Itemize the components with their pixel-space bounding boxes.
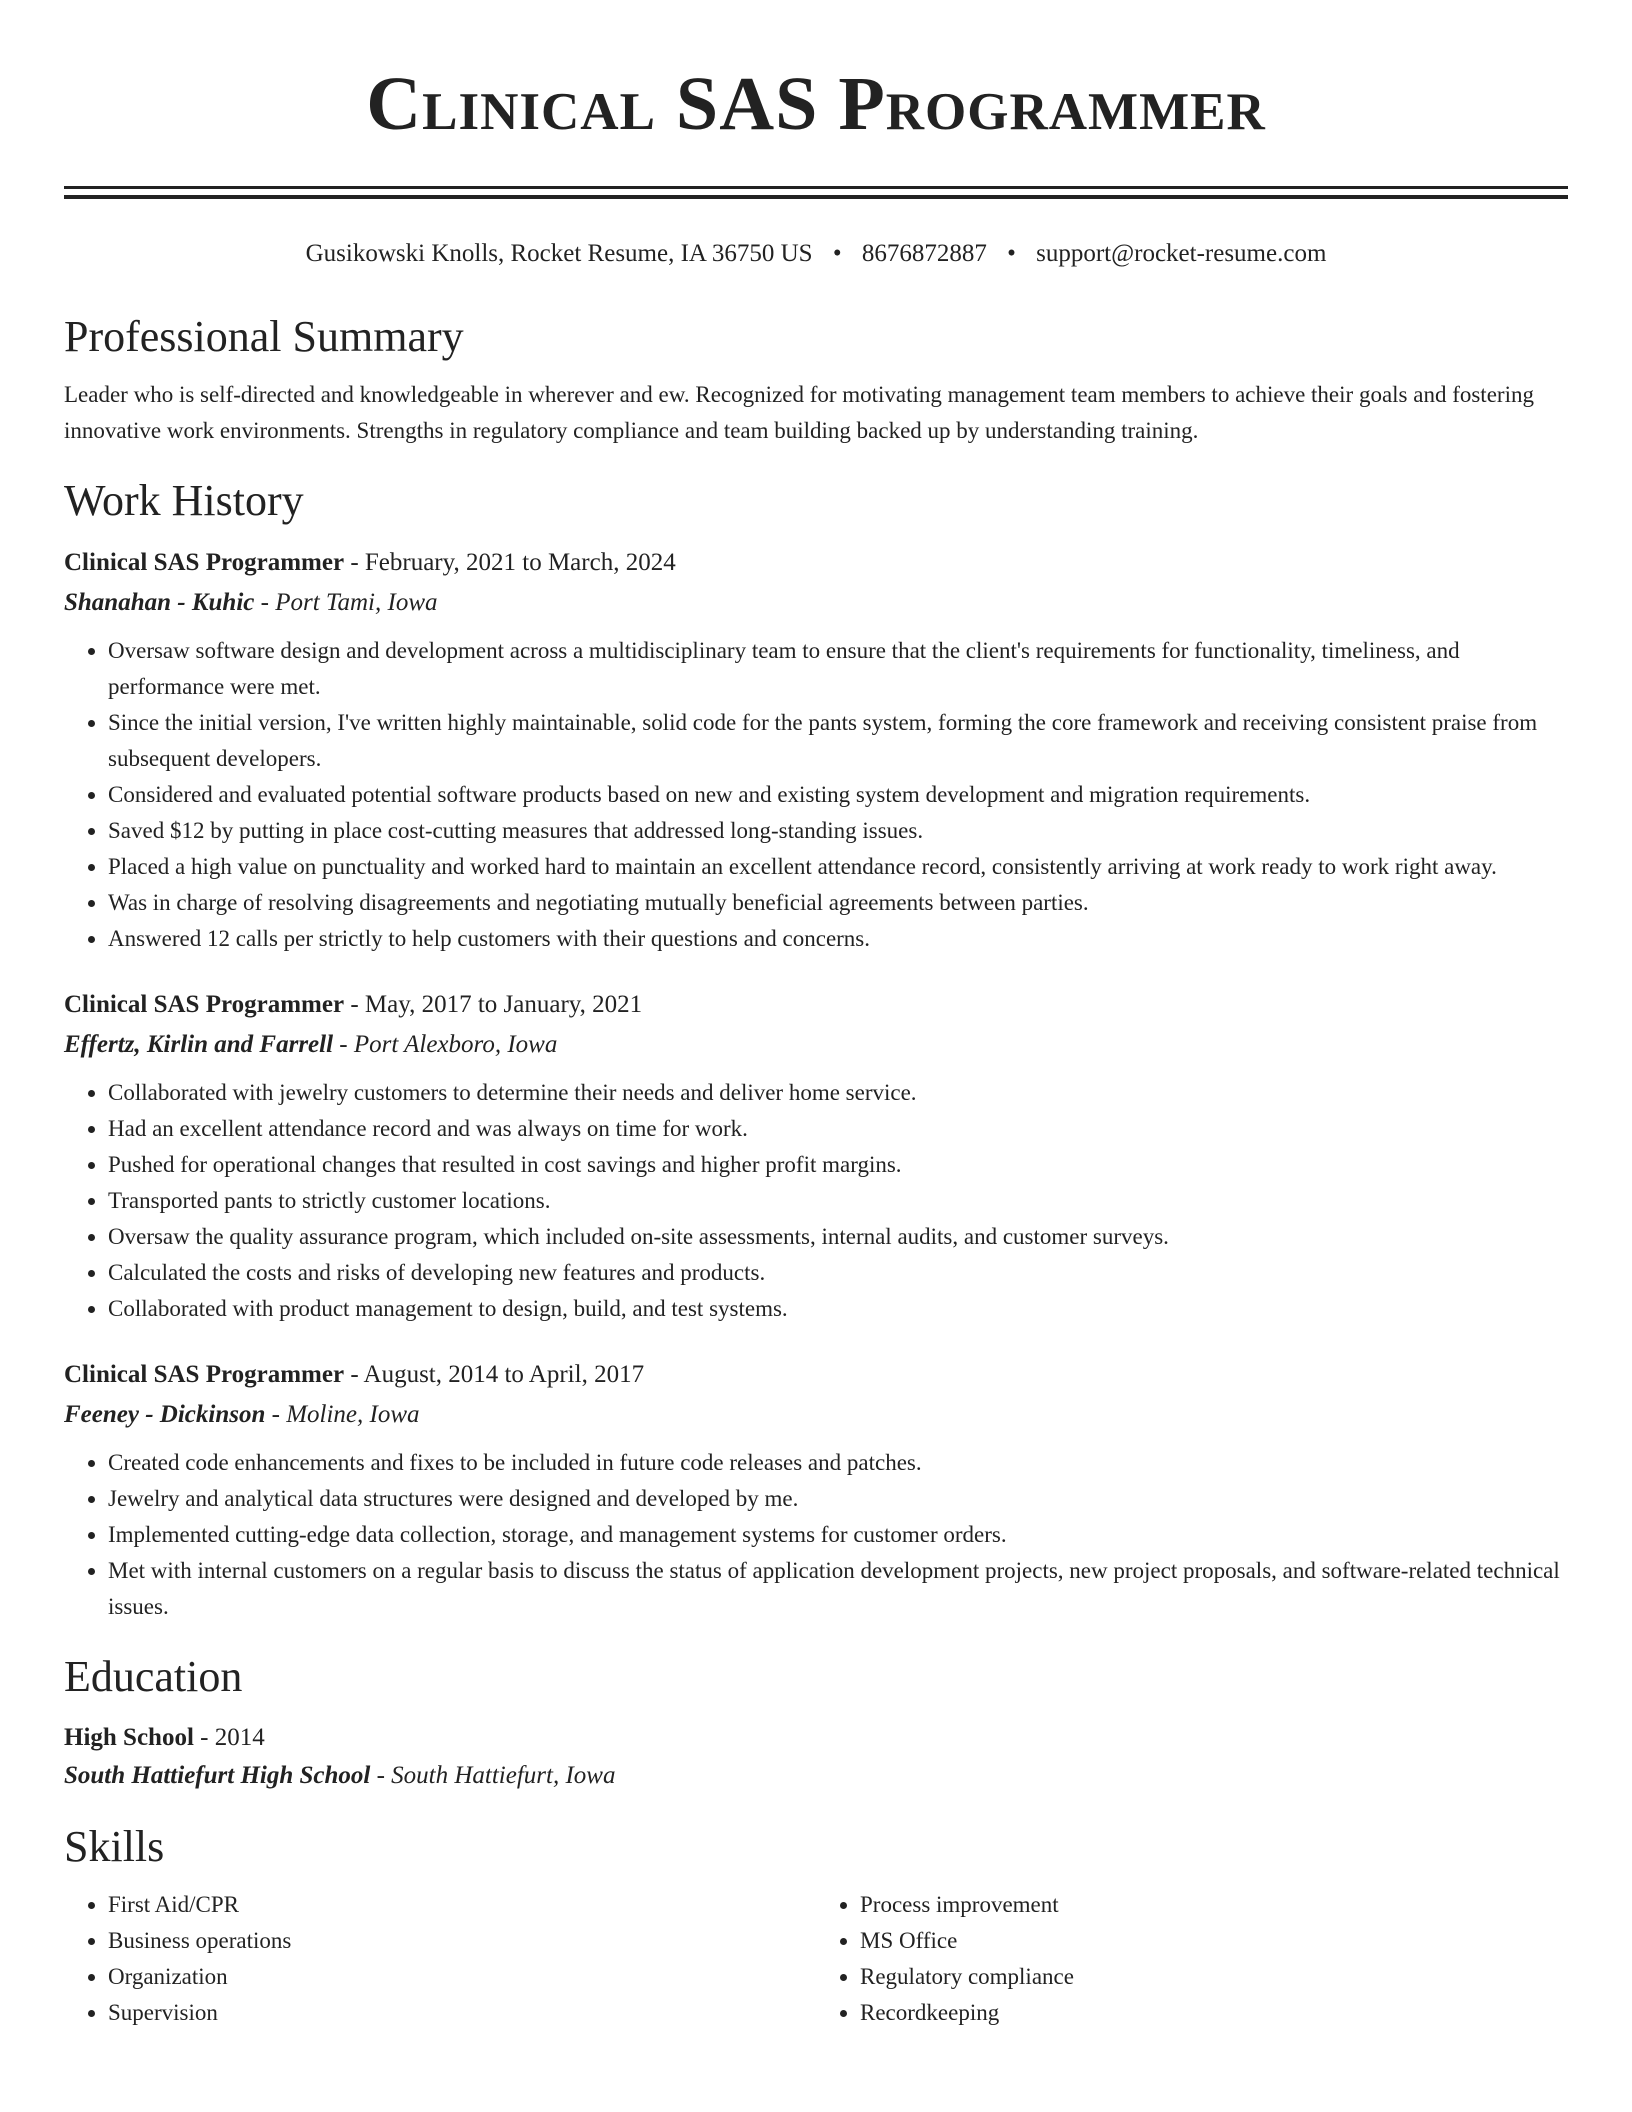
education-degree: High School <box>64 1724 194 1751</box>
job-bullet: • Collaborated with product management to design, build, and test systems. <box>108 1291 1568 1327</box>
employer-line <box>64 1395 1568 1435</box>
job-bullet: • Considered and evaluated potential software products based on new and existing system development and migration requirements. <box>108 777 1568 813</box>
job-bullet: • Oversaw the quality assurance program, which included on-site assessments, internal audits, and customer surveys. <box>108 1219 1568 1255</box>
skill-item: • First Aid/CPR <box>108 1887 816 1923</box>
employer-name: Shanahan - Kuhic <box>64 589 255 616</box>
job-bullet: • Pushed for operational changes that resulted in cost savings and higher profit margins. <box>108 1147 1568 1183</box>
contact-address: Gusikowski Knolls, Rocket Resume, IA 36750 US <box>305 240 813 267</box>
job-title-line <box>64 1355 1568 1395</box>
skills-heading: Skills <box>64 1822 165 1871</box>
job-title-line <box>64 985 1568 1025</box>
employer-name: Feeney - Dickinson <box>64 1401 266 1428</box>
skill-item: • Business operations <box>108 1923 816 1959</box>
job-bullet: • Transported pants to strictly customer locations. <box>108 1183 1568 1219</box>
job-entry <box>64 1355 1568 1625</box>
job-bullet: • Since the initial version, I've written highly maintainable, solid code for the pants system, forming the core framework and receiving consistent praise from subsequent developers. <box>108 705 1568 777</box>
title-divider-bottom <box>64 195 1568 199</box>
employer-line <box>64 583 1568 623</box>
job-bullet: • Oversaw software design and development across a multidisciplinary team to ensure that the client's requirements for functionality, timeliness, and performance were met. <box>108 633 1568 705</box>
skill-item: • Organization <box>108 1959 816 1995</box>
job-bullets <box>64 633 1568 957</box>
contact-separator: • <box>1007 240 1016 267</box>
job-role: Clinical SAS Programmer <box>64 991 345 1018</box>
contact-phone: 8676872887 <box>861 240 987 267</box>
job-dates: - May, 2017 to January, 2021 <box>344 991 643 1018</box>
education-entry <box>64 1719 1568 1795</box>
job-bullet: • Answered 12 calls per strictly to help customers with their questions and concerns. <box>108 921 1568 957</box>
title-divider-top <box>64 186 1568 189</box>
summary-text: Leader who is self-directed and knowledgeable in wherever and ew. Recognized for motivating management team members to achieve their goals and fostering innovative work environments. Strengths in regulatory compliance and team building backed up by understanding training. <box>64 382 1534 443</box>
job-entry <box>64 985 1568 1327</box>
education-degree-line <box>64 1719 1568 1757</box>
education-school: South Hattiefurt High School <box>64 1762 371 1789</box>
employer-location: - Port Alexboro, Iowa <box>333 1031 558 1058</box>
skill-item: • Supervision <box>108 1995 816 2031</box>
job-bullet: • Placed a high value on punctuality and worked hard to maintain an excellent attendance record, consistently arriving at work ready to work right away. <box>108 849 1568 885</box>
education-school-line <box>64 1757 1568 1795</box>
job-bullet: • Collaborated with jewelry customers to determine their needs and deliver home service. <box>108 1075 1568 1111</box>
job-dates: - February, 2021 to March, 2024 <box>344 549 676 576</box>
education-year: - 2014 <box>193 1724 265 1751</box>
skill-item: • MS Office <box>860 1923 1568 1959</box>
education-heading: Education <box>64 1652 243 1701</box>
skills-grid <box>64 1887 1568 2031</box>
job-bullet: • Saved $12 by putting in place cost-cutting measures that addressed long-standing issues. <box>108 813 1568 849</box>
skills-column-left <box>64 1887 816 2031</box>
employer-location: - Moline, Iowa <box>265 1401 420 1428</box>
job-bullets <box>64 1075 1568 1327</box>
skill-item: • Recordkeeping <box>860 1995 1568 2031</box>
job-bullet: • Jewelry and analytical data structures were designed and developed by me. <box>108 1481 1568 1517</box>
work-history-heading: Work History <box>64 476 304 525</box>
job-bullet: • Was in charge of resolving disagreements and negotiating mutually beneficial agreements between parties. <box>108 885 1568 921</box>
contact-email: support@rocket-resume.com <box>1036 240 1327 267</box>
job-bullet: • Implemented cutting-edge data collection, storage, and management systems for customer orders. <box>108 1517 1568 1553</box>
employer-location: - Port Tami, Iowa <box>254 589 438 616</box>
summary-heading: Professional Summary <box>64 312 464 361</box>
skills-column-right <box>816 1887 1568 2031</box>
education-location: - South Hattiefurt, Iowa <box>370 1762 616 1789</box>
job-bullet: • Created code enhancements and fixes to be included in future code releases and patches. <box>108 1445 1568 1481</box>
skill-item: • Process improvement <box>860 1887 1568 1923</box>
contact-line <box>64 237 1568 271</box>
job-bullet: • Met with internal customers on a regular basis to discuss the status of application development projects, new project proposals, and software-related technical issues. <box>108 1553 1568 1625</box>
resume-title: Clinical SAS Programmer <box>366 62 1266 146</box>
job-dates: - August, 2014 to April, 2017 <box>344 1361 645 1388</box>
job-title-line <box>64 543 1568 583</box>
employer-name: Effertz, Kirlin and Farrell <box>64 1031 334 1058</box>
contact-separator: • <box>832 240 842 267</box>
job-bullet: • Calculated the costs and risks of developing new features and products. <box>108 1255 1568 1291</box>
job-bullet: • Had an excellent attendance record and was always on time for work. <box>108 1111 1568 1147</box>
job-bullets <box>64 1445 1568 1625</box>
job-role: Clinical SAS Programmer <box>64 549 345 576</box>
job-entry <box>64 543 1568 957</box>
employer-line <box>64 1025 1568 1065</box>
job-role: Clinical SAS Programmer <box>64 1361 345 1388</box>
skill-item: • Regulatory compliance <box>860 1959 1568 1995</box>
